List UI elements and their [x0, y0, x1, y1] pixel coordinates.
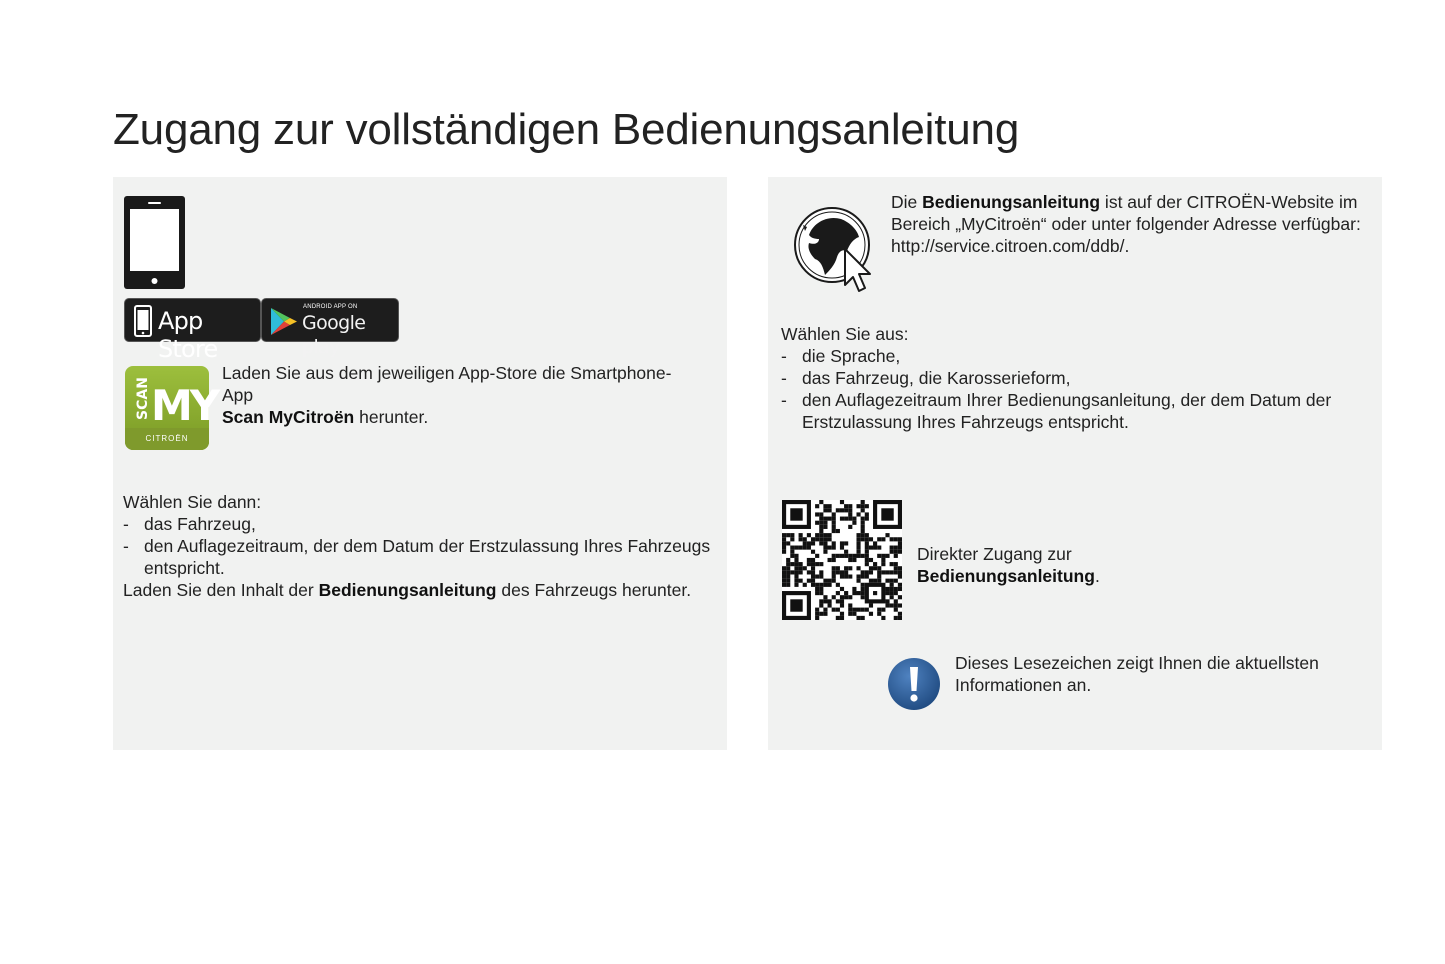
- list-item: - die Sprache,: [781, 345, 1361, 367]
- website-info: Die Bedienungsanleitung ist auf der CITROËN-Website im Bereich „MyCitroën“ oder unter folgender Adresse verfügbar: http://service.citroen.com/ddb/.: [891, 192, 1361, 256]
- android-app-on-label: ANDROID APP ON: [303, 304, 358, 310]
- list-item: - den Auflagezeitraum, der dem Datum der Erstzulassung Ihres Fahrzeugs entspricht.: [123, 535, 713, 579]
- manual-label: Bedienungsanleitung: [917, 566, 1095, 586]
- app-store-badge[interactable]: [124, 298, 261, 363]
- info-icon: [887, 657, 941, 711]
- apple-icon: [134, 305, 152, 337]
- website-access-panel: [768, 177, 1382, 750]
- app-name: Scan MyCitroën: [222, 407, 355, 427]
- choose-instructions: [781, 323, 1361, 433]
- manual-label: Bedienungsanleitung: [922, 192, 1101, 212]
- smartphone-icon: [123, 195, 186, 290]
- google-play-icon: [270, 307, 298, 336]
- globe-cursor-icon: [793, 205, 883, 295]
- list-item: - das Fahrzeug,: [123, 513, 713, 535]
- app-access-panel: [113, 177, 727, 750]
- scanmy-app-icon: [125, 366, 218, 450]
- google-play-label: Google play: [302, 312, 366, 358]
- svg-text:SCAN: SCAN: [135, 377, 151, 420]
- svg-text:CITROËN: CITROËN: [145, 434, 189, 443]
- list-item: - das Fahrzeug, die Karosserieform,: [781, 367, 1361, 389]
- qr-description: Direkter Zugang zur Bedienungsanleitung.: [917, 544, 1100, 586]
- download-final-text: Laden Sie den Inhalt der Bedienungsanleitung des Fahrzeugs herunter.: [123, 580, 692, 600]
- bookmark-info: Dieses Lesezeichen zeigt Ihnen die aktuellsten Informationen an.: [955, 653, 1319, 695]
- qr-code[interactable]: [782, 500, 902, 620]
- list-item: - den Auflagezeitraum Ihrer Bedienungsanleitung, der dem Datum der Erstzulassung Ihres Fahrzeugs entspricht.: [781, 389, 1361, 433]
- svg-text:MY: MY: [151, 381, 218, 430]
- app-store-label: App Store: [158, 307, 218, 363]
- download-instruction: Laden Sie aus dem jeweiligen App-Store die Smartphone-App Scan MyCitroën herunter.: [222, 363, 672, 427]
- google-play-badge[interactable]: [261, 298, 399, 358]
- select-instructions: [123, 491, 713, 601]
- select-intro: Wählen Sie dann:: [123, 492, 262, 512]
- page-title: Zugang zur vollständigen Bedienungsanleitung: [113, 105, 1020, 154]
- choose-intro: Wählen Sie aus:: [781, 324, 909, 344]
